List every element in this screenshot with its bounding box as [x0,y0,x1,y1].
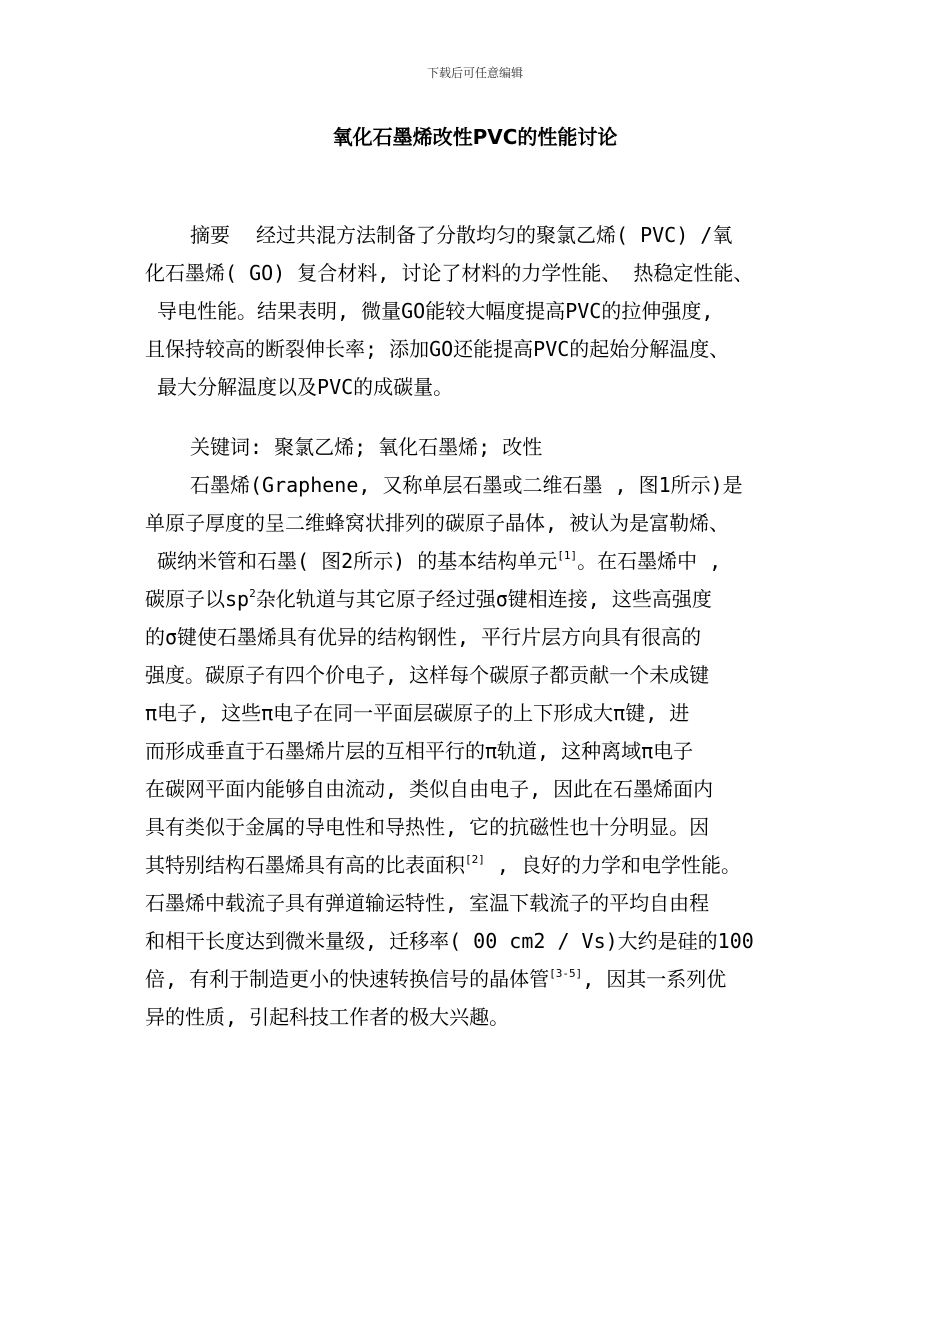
abstract-label: 摘要 [190,223,230,247]
body-line-4-tail: 杂化轨道与其它原子经过强σ键相连接, 这些高强度 [255,587,712,611]
body-line-13: 和相干长度达到微米量级, 迁移率( 00 cm2 / Vs)大约是硅的100 [145,929,754,953]
body-line-5: 的σ键使石墨烯具有优异的结构钢性, 平行片层方向具有很高的 [145,625,702,649]
body-line-14-tail: , 因其一系列优 [582,967,727,991]
body-line-8: 而形成垂直于石墨烯片层的互相平行的π轨道, 这种离域π电子 [145,739,694,763]
header-note: 下载后可任意编辑 [426,66,523,80]
superscript-2: 2 [249,587,256,600]
body-line-11-text: 其特别结构石墨烯具有高的比表面积 [145,853,465,877]
body-line-10: 具有类似于金属的导电性和导热性, 它的抗磁性也十分明显。因 [145,815,710,839]
body-line-3-tail: 。在石墨烯中 , [577,549,722,573]
body-line-12: 石墨烯中载流子具有弹道输运特性, 室温下载流子的平均自由程 [145,891,710,915]
paragraph-gap [145,406,835,428]
abstract-line-1 [145,216,835,254]
keywords: 关键词: 聚氯乙烯; 氧化石墨烯; 改性 [190,435,543,459]
body-line-4-text: 碳原子以sp [145,587,250,611]
body-line-1: 石墨烯(Graphene, 又称单层石墨或二维石墨 , 图1所示)是 [190,473,743,497]
page-title: 氧化石墨烯改性PVC的性能讨论 [332,125,618,149]
abstract-line-2: 化石墨烯( GO) 复合材料, 讨论了材料的力学性能、 热稳定性能、 [145,261,754,285]
body-line-2: 单原子厚度的呈二维蜂窝状排列的碳原子晶体, 被认为是富勒烯、 [145,511,730,535]
abstract-line-4: 且保持较高的断裂伸长率; 添加GO还能提高PVC的起始分解温度、 [145,337,730,361]
body-line-11-tail: , 良好的力学和电学性能。 [484,853,741,877]
document-body [145,216,835,1036]
abstract-line-3: 导电性能。结果表明, 微量GO能较大幅度提高PVC的拉伸强度, [145,299,714,323]
body-line-11 [145,846,835,884]
citation-ref-1: [1] [557,549,578,562]
body-line-7: π电子, 这些π电子在同一平面层碳原子的上下形成大π键, 进 [145,701,690,725]
body-line-14-text: 倍, 有利于制造更小的快速转换信号的晶体管 [145,967,550,991]
body-line-4 [145,580,835,618]
citation-ref-3-5: [3-5] [549,967,583,980]
body-line-15: 异的性质, 引起科技工作者的极大兴趣。 [145,1005,510,1029]
body-line-6: 强度。碳原子有四个价电子, 这样每个碳原子都贡献一个未成键 [145,663,710,687]
body-line-3-text: 碳纳米管和石墨( 图2所示) 的基本结构单元 [145,549,558,573]
abstract-line-5: 最大分解温度以及PVC的成碳量。 [145,375,454,399]
body-line-3 [145,542,835,580]
body-line-14 [145,960,835,998]
body-line-9: 在碳网平面内能够自由流动, 类似自由电子, 因此在石墨烯面内 [145,777,714,801]
citation-ref-2: [2] [465,853,485,866]
abstract-text-1: 经过共混方法制备了分散均匀的聚氯乙烯( PVC) /氧 [256,223,733,247]
